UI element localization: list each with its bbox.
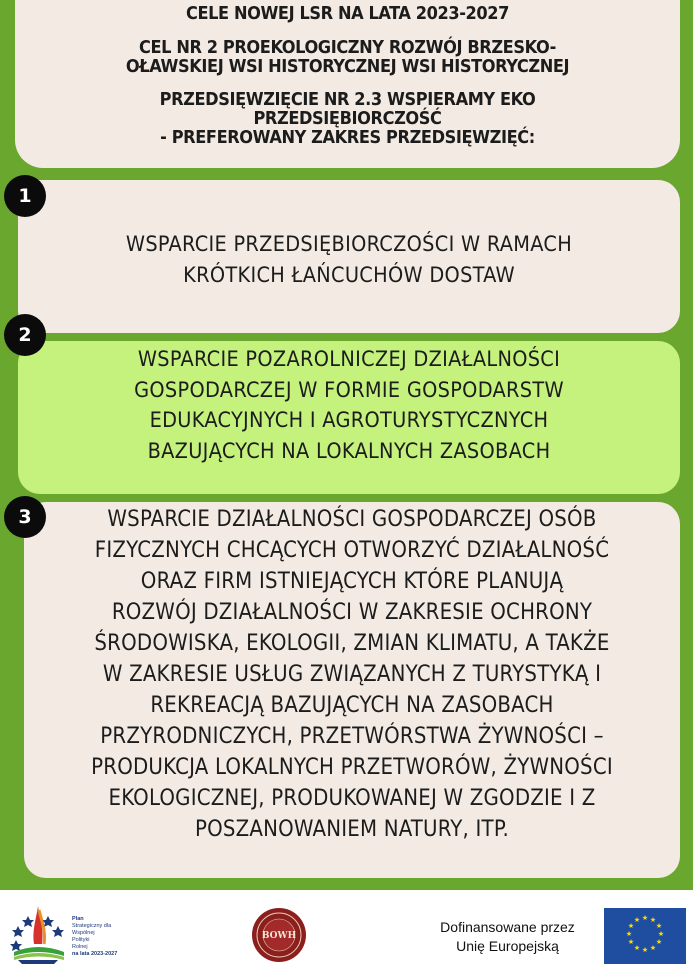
plan-line: Wspólnej: [72, 930, 95, 936]
item-3-line: ROZWÓJ DZIAŁALNOŚCI W ZAKRESIE OCHRONY: [111, 600, 593, 625]
plan-line: Rolnej: [72, 944, 88, 950]
item-card-2: [18, 341, 680, 494]
footer-logos: [0, 890, 693, 980]
plan-line: Plan: [72, 916, 84, 922]
number-badge-2: 2: [4, 314, 46, 356]
header-card: [15, 0, 680, 168]
svg-text:★: ★: [633, 916, 641, 924]
item-3-line: PRZYRODNICZYCH, PRZETWÓRSTWA ŻYWNOŚCI –: [100, 724, 604, 749]
item-2-line: BAZUJĄCYCH NA LOKALNYCH ZASOBACH: [147, 438, 551, 464]
item-3-line: PRODUKCJA LOKALNYCH PRZETWORÓW, ŻYWNOŚCI: [91, 755, 613, 780]
plan-line: Polityki: [72, 937, 90, 943]
item-3-line: FIZYCZNYCH CHCĄCYCH OTWORZYĆ DZIAŁALNOŚĆ: [94, 538, 610, 563]
svg-text:★: ★: [641, 914, 649, 922]
item-1-line: WSPARCIE PRZEDSIĘBIORCZOŚCI W RAMACH: [125, 232, 573, 257]
svg-text:★: ★: [627, 922, 635, 930]
header-project-line-3: - PREFEROWANY ZAKRES PRZEDSIĘWZIĘĆ:: [160, 127, 535, 148]
item-3-text: [24, 502, 680, 845]
item-2-line: WSPARCIE POZAROLNICZEJ DZIAŁALNOŚCI: [137, 347, 561, 372]
header-project-line-1: PRZEDSIĘWZIĘCIE NR 2.3 WSPIERAMY EKO: [159, 89, 536, 110]
item-3-line: W ZAKRESIE USŁUG ZWIĄZANYCH Z TURYSTYKĄ I: [102, 662, 602, 687]
plan-line: na lata 2023-2027: [72, 951, 118, 957]
header-goal-line-1: CEL NR 2 PROEKOLOGICZNY ROZWÓJ BRZESKO-: [139, 37, 556, 58]
svg-text:★: ★: [655, 938, 663, 946]
svg-text:★: ★: [633, 944, 641, 952]
item-3-line: POSZANOWANIEM NATURY, ITP.: [194, 817, 510, 842]
header-goal-line-2: OŁAWSKIEJ WSI HISTORYCZNEJ WSI HISTORYCZNEJ: [125, 56, 570, 77]
header-project-line-2: PRZEDSIĘBIORCZOŚĆ: [253, 108, 442, 129]
bowh-seal-icon: [251, 907, 307, 963]
svg-text:★: ★: [641, 946, 649, 954]
bowh-seal-text: BOWH: [261, 931, 297, 941]
eu-line-1: Dofinansowane przez: [440, 919, 575, 935]
plan-line: Strategiczny dla: [72, 923, 112, 929]
eu-line-2: Unię Europejską: [456, 938, 559, 954]
svg-text:★: ★: [655, 922, 663, 930]
number-badge-1: 1: [4, 175, 46, 217]
item-1-line: KRÓTKICH ŁAŃCUCHÓW DOSTAW: [183, 262, 515, 288]
item-3-line: REKREACJĄ BAZUJĄCYCH NA ZASOBACH: [150, 693, 554, 718]
item-card-1: [18, 180, 680, 333]
eu-funding-text: [420, 918, 595, 956]
item-3-line: ŚRODOWISKA, EKOLOGII, ZMIAN KLIMATU, A TAKŻE: [94, 631, 610, 656]
plan-strategiczny-text: [72, 916, 132, 958]
item-3-line: WSPARCIE DZIAŁALNOŚCI GOSPODARCZEJ OSÓB: [107, 507, 597, 532]
item-3-line: EKOLOGICZNEJ, PRODUKOWANEJ W ZGODZIE I Z: [108, 786, 596, 811]
number-badge-3: 3: [4, 496, 46, 538]
item-2-text: [18, 341, 680, 467]
item-3-line: ORAZ FIRM ISTNIEJĄCYCH KTÓRE PLANUJĄ: [140, 569, 564, 594]
svg-text:★: ★: [625, 930, 633, 938]
plan-strategiczny-logo-icon: [8, 902, 68, 964]
header-title: CELE NOWEJ LSR NA LATA 2023-2027: [185, 3, 509, 24]
eu-flag-icon: [604, 908, 686, 964]
item-card-3: [24, 502, 680, 878]
item-2-line: EDUKACYJNYCH I AGROTURYSTYCZNYCH: [149, 408, 549, 433]
svg-text:★: ★: [649, 916, 657, 924]
item-1-text: [18, 180, 680, 291]
svg-text:★: ★: [657, 930, 665, 938]
svg-text:★: ★: [649, 944, 657, 952]
svg-text:★: ★: [627, 938, 635, 946]
item-2-line: GOSPODARCZEJ W FORMIE GOSPODARSTW: [134, 377, 564, 403]
